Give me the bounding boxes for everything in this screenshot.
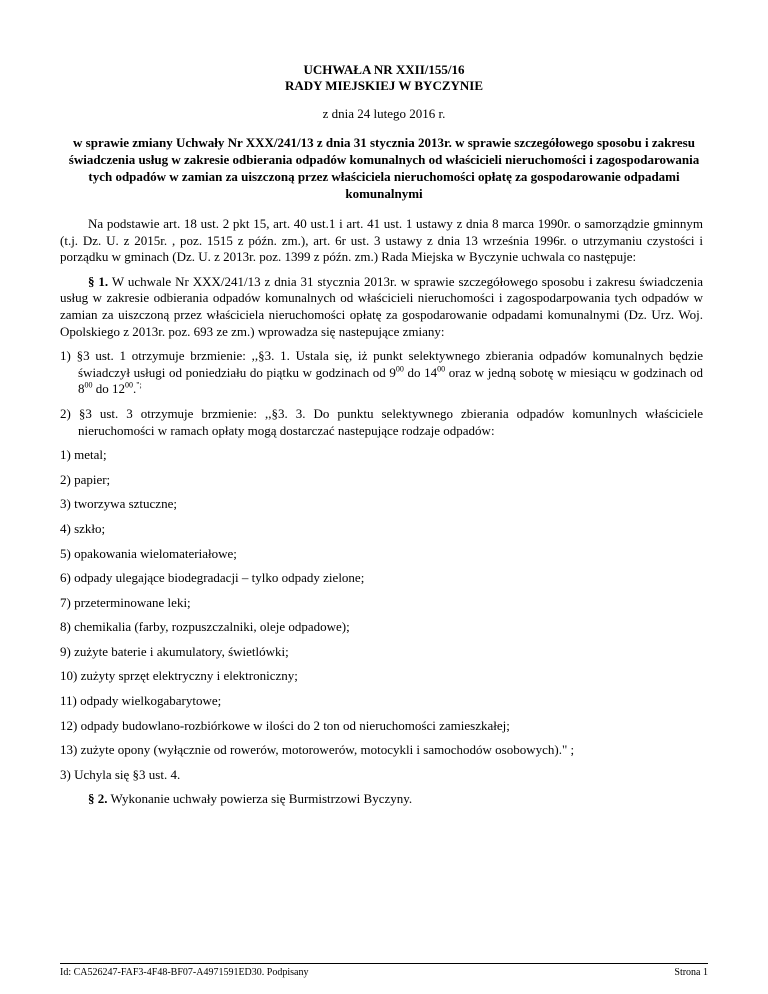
list-item: 12) odpady budowlano-rozbiórkowe w ilości do 2 ton od nieruchomości zamieszkałej; [60,717,510,733]
footer-document-id: Id: CA526247-FAF3-4F48-BF07-A4971591ED30. Podpisany [60,967,309,978]
title-line-1: UCHWAŁA NR XXII/155/16 [303,62,465,77]
list-item: 10) zużyty sprzęt elektryczny i elektroniczny; [60,668,298,684]
change-1 [60,348,703,398]
document-date: z dnia 24 lutego 2016 r. [322,106,446,121]
preamble: Na podstawie art. 18 ust. 2 pkt 15, art. 40 ust.1 i art. 41 ust. 1 ustawy z dnia 8 marca 1990r. o samorządzie gminnym (t.j. Dz. U. z 2015r. , poz. 1515 z późn. zm.), art. 6r ust. 3 ustawy z dnia 13 września 1996r. o utrzymaniu czystości i porządku w gminach (Dz. U. z 2013r. poz. 1399 z późn. zm.) Rada Miejska w Byczynie uchwala co następuje: [60,216,703,265]
section-1-text: W uchwale Nr XXX/241/13 z dnia 31 stycznia 2013r. w sprawie szczegółowego sposobu i zakresu świadczenia usług w zakresie odbierania odpadów komunalnych od właścicieli nieruchomości i zagospodarpowania tych odpadów w zamian za uiszczoną przez właściciela nieruchomości opłatę za gospodarowanie odpadami komunalnymi (Dz. Urz. Woj. Opolskiego z 2013r. poz. 693 ze zm.) wprowadza się nastepujące zmiany: [60,273,704,339]
change-1-text: oraz w jedną sobotę w miesiącu w godzinach od 8 [78,364,704,397]
document-body [60,216,703,816]
change-1-text: do 14 [403,364,438,380]
document-title [60,62,708,94]
change-1-text: 1) §3 ust. 1 otrzymuje brzmienie: ,,§3. 1. Ustala się, iż punkt selektywnego zbierania odpadów komunalnych będzie świadczył usługi od poniedziału do piątku w godzinach od 9 [60,348,703,380]
list-item: 11) odpady wielkogabarytowe; [60,693,222,709]
superscript: "; [136,381,142,391]
superscript: 00 [437,364,446,374]
change-2: 2) §3 ust. 3 otrzymuje brzmienie: ,,§3. 3. Do punktu selektywnego zbierania odpadów komunlnych właściciele nieruchomości w ramach opłaty mogą dostarczać nastepujące rodzaje odpadów: [60,405,703,438]
superscript: 00 [125,381,133,391]
list-item: 3) tworzywa sztuczne; [60,496,177,512]
title-line-2: RADY MIEJSKIEJ W BYCZYNIE [284,78,484,93]
section-2 [60,791,703,808]
change-3: 3) Uchyla się §3 ust. 4. [60,766,181,782]
section-2-text: Wykonanie uchwały powierza się Burmistrzowi Byczyny. [107,791,413,807]
list-item: 7) przeterminowane leki; [60,594,191,610]
section-2-label: § 2. [88,791,108,807]
document-subject: w sprawie zmiany Uchwały Nr XXX/241/13 z dnia 31 stycznia 2013r. w sprawie szczegółowego sposobu i zakresu świadczenia usług w zakresie odbierania odpadów komunalnych od właścicieli nieruchomości i zagospodarowania tych odpadów w zamian za uiszczoną przez właściciela nieruchomości opłatę za gospodarowanie odpadami komunalnymi [68,135,700,201]
list-item: 8) chemikalia (farby, rozpuszczalniki, oleje odpadowe); [60,619,350,635]
superscript: 00 [84,381,93,391]
list-item: 6) odpady ulegające biodegradacji – tylko odpady zielone; [60,570,365,586]
list-item: 1) metal; [60,447,107,463]
section-1-label: § 1. [88,273,109,289]
change-1-text: . [133,381,137,397]
list-item: 5) opakowania wielomateriałowe; [60,545,237,561]
section-1 [60,274,703,340]
footer-page-number: Strona 1 [674,967,708,978]
list-item: 2) papier; [60,471,111,487]
change-1-text: do 12 [92,381,125,397]
list-item: 4) szkło; [60,520,106,536]
footer-divider [60,963,708,964]
list-item: 9) zużyte baterie i akumulatory, świetlówki; [60,643,289,659]
superscript: 00 [395,364,404,374]
list-item: 13) zużyte opony (wyłącznie od rowerów, motorowerów, motocykli i samochodów osobowych)." ; [60,742,575,758]
